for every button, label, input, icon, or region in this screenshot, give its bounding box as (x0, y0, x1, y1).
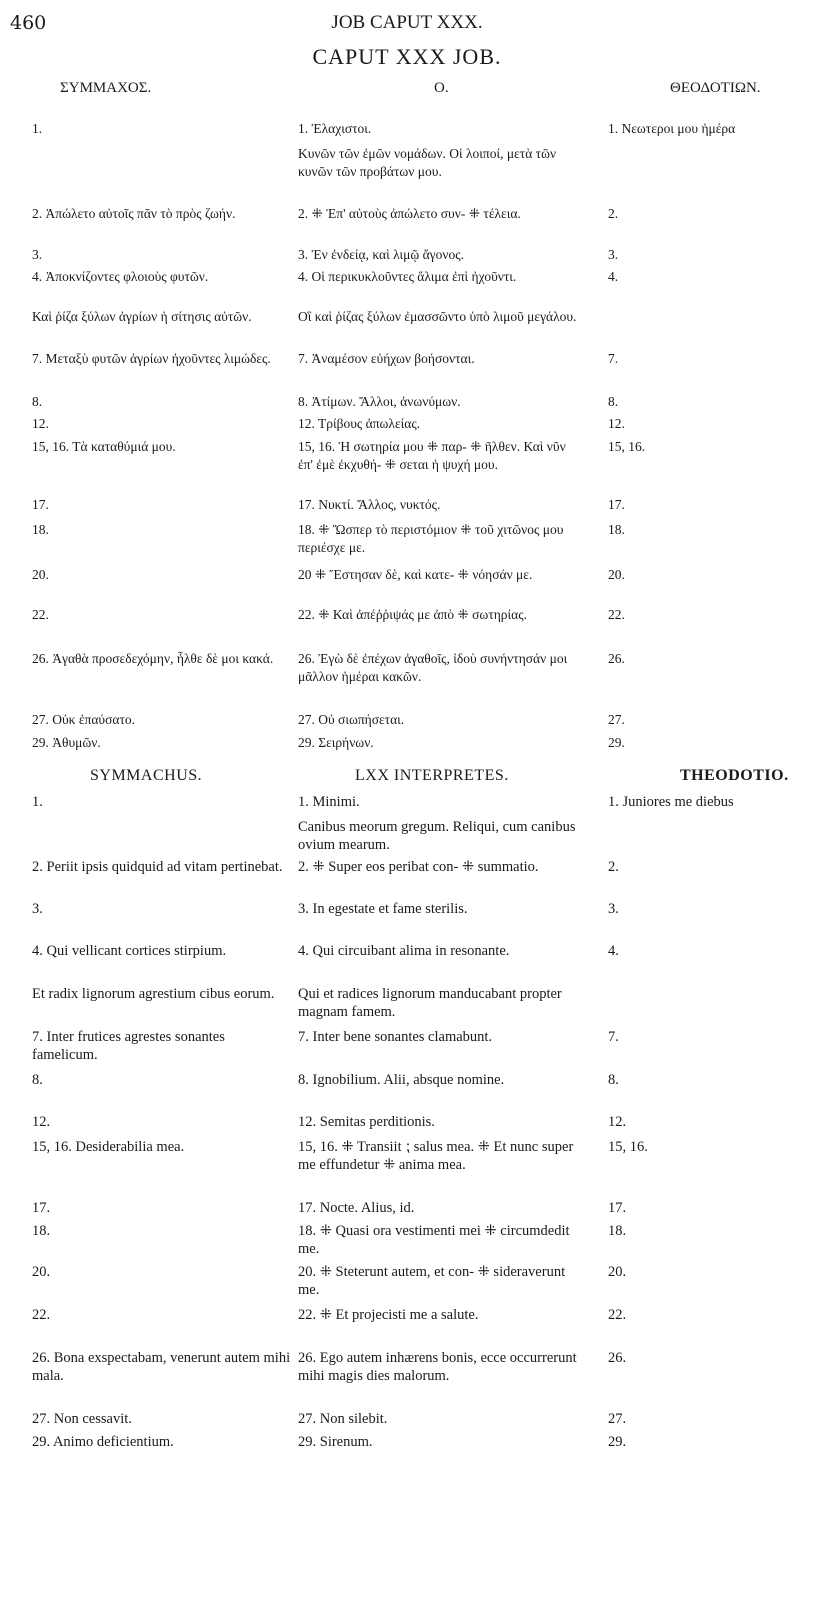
latin-lxx-entry: 17. Nocte. Alius, id. (298, 1200, 415, 1216)
latin-lxx-entry: 18. ⁜ Quasi ora vestimenti mei ⁜ circumdedit me. (298, 1223, 570, 1257)
latin-lxx-entry: 2. ⁜ Super eos peribat con- ⁜ summatio. (298, 859, 539, 875)
greek-header-theodotion: ΘΕΟΔΟΤΙΩΝ. (670, 80, 761, 96)
greek-lxx-entry: 3. Ἐν ἐνδείᾳ, καὶ λιμῷ ἄγονος. (298, 247, 464, 262)
latin-theo-entry: 1. Juniores me diebus (608, 794, 734, 810)
latin-theo-entry: 2. (608, 859, 619, 875)
greek-lxx-entry: Οἳ καὶ ῥίζας ξύλων ἐμασσῶντο ὑπὸ λιμοῦ μεγάλου. (298, 309, 577, 324)
greek-lxx-entry: 4. Οἱ περικυκλοῦντες ἅλιμα ἐπὶ ἠχοῦντι. (298, 269, 517, 284)
latin-theo-entry: 20. (608, 1264, 627, 1280)
greek-sym-entry: 26. Ἀγαθὰ προσεδεχόμην, ἦλθε δὲ μοι κακά. (32, 651, 274, 666)
greek-theo-entry: 7. (608, 351, 619, 366)
greek-theo-entry: 12. (608, 416, 625, 431)
latin-lxx-entry: 20. ⁜ Steterunt autem, et con- ⁜ sideraverunt me. (298, 1264, 566, 1298)
greek-theo-entry: 15, 16. (608, 439, 646, 454)
latin-lxx-entry: 29. Sirenum. (298, 1434, 373, 1450)
latin-theo-entry: 8. (608, 1072, 619, 1088)
greek-sym-entry: 22. (32, 607, 49, 622)
latin-sym-entry: 18. (32, 1223, 51, 1239)
greek-sym-entry: 8. (32, 394, 43, 409)
latin-theo-entry: 4. (608, 943, 619, 959)
latin-lxx-entry: 15, 16. ⁜ Transiit ⁏ salus mea. ⁜ Et nunc super me effundetur ⁜ anima mea. (298, 1139, 574, 1173)
greek-theo-entry: 27. (608, 712, 625, 727)
greek-theo-entry: 4. (608, 269, 619, 284)
greek-sym-entry: 17. (32, 497, 49, 512)
latin-sym-entry: 27. Non cessavit. (32, 1411, 132, 1427)
greek-sym-entry: 7. Μεταξὺ φυτῶν ἀγρίων ἠχοῦντες λιμώδες. (32, 351, 271, 366)
greek-theo-entry: 8. (608, 394, 619, 409)
latin-sym-entry: 29. Animo deficientium. (32, 1434, 174, 1450)
chapter-title: CAPUT XXX JOB. (312, 44, 502, 69)
latin-sym-entry: 26. Bona exspectabam, venerunt autem mihi mala. (32, 1350, 291, 1384)
latin-sym-entry: 17. (32, 1200, 51, 1216)
greek-lxx-entry: 18. ⁜ Ὥσπερ τὸ περιστόμιον ⁜ τοῦ χιτῶνος μου περιέσχε με. (298, 522, 564, 555)
latin-sym-entry: Et radix lignorum agrestium cibus eorum. (32, 986, 275, 1002)
latin-lxx-entry: Qui et radices lignorum manducabant propter magnam famem. (298, 986, 562, 1020)
greek-theo-entry: 18. (608, 522, 625, 537)
latin-lxx-entry: 27. Non silebit. (298, 1411, 388, 1427)
latin-sym-entry: 4. Qui vellicant cortices stirpium. (32, 943, 227, 959)
latin-lxx-entry: 26. Ego autem inhærens bonis, ecce occurrerunt mihi magis dies malorum. (298, 1350, 577, 1384)
latin-header-theodotion: THEODOTIO. (680, 767, 789, 784)
latin-sym-entry: 20. (32, 1264, 51, 1280)
greek-sym-entry: 20. (32, 567, 49, 582)
greek-theo-entry: 29. (608, 735, 625, 750)
greek-lxx-entry: 22. ⁜ Καὶ ἀπέῤῥιψάς με ἀπὸ ⁜ σωτηρίας. (298, 607, 527, 622)
latin-theo-entry: 17. (608, 1200, 627, 1216)
greek-sym-entry: 12. (32, 416, 49, 431)
greek-lxx-entry: 7. Ἀναμέσον εὐήχων βοήσονται. (298, 351, 475, 366)
greek-lxx-entry: 27. Οὐ σιωπήσεται. (298, 712, 405, 727)
latin-lxx-entry: 3. In egestate et fame sterilis. (298, 901, 468, 917)
latin-theo-entry: 18. (608, 1223, 627, 1239)
latin-sym-entry: 8. (32, 1072, 43, 1088)
greek-sym-entry: Καὶ ῥίζα ξύλων ἀγρίων ἡ σίτησις αὐτῶν. (32, 309, 252, 324)
latin-lxx-entry: 8. Ignobilium. Alii, absque nomine. (298, 1072, 505, 1088)
greek-lxx-entry: 2. ⁜ Ἐπ' αὐτοὺς ἀπώλετο συν- ⁜ τέλεια. (298, 206, 521, 221)
page-number: 460 (10, 12, 47, 34)
greek-sym-entry: 27. Οὐκ ἐπαύσατο. (32, 712, 136, 727)
latin-header-symmachus: SYMMACHUS. (90, 767, 203, 784)
greek-theo-entry: 26. (608, 651, 625, 666)
greek-theo-entry: 20. (608, 567, 625, 582)
greek-theo-entry: 2. (608, 206, 619, 221)
latin-theo-entry: 7. (608, 1029, 619, 1045)
greek-sym-entry: 18. (32, 522, 49, 537)
greek-sym-entry: 3. (32, 247, 43, 262)
greek-sym-entry: 29. Ἀθυμῶν. (32, 735, 101, 750)
greek-sym-entry: 15, 16. Τὰ καταθύμιά μου. (32, 439, 176, 454)
greek-header-lxx: Ο. (434, 80, 449, 96)
greek-lxx-entry: Κυνῶν τῶν ἐμῶν νομάδων. Οἱ λοιποί, μετὰ τῶν κυνῶν τῶν προβάτων μου. (298, 146, 557, 179)
latin-lxx-entry: 4. Qui circuibant alima in resonante. (298, 943, 510, 959)
latin-theo-entry: 15, 16. (608, 1139, 648, 1155)
greek-lxx-entry: 8. Ἀτίμων. Ἄλλοι, ἀνωνύμων. (298, 394, 461, 409)
greek-theo-entry: 3. (608, 247, 619, 262)
latin-theo-entry: 22. (608, 1307, 627, 1323)
latin-lxx-entry: 12. Semitas perditionis. (298, 1114, 435, 1130)
latin-theo-entry: 26. (608, 1350, 627, 1366)
greek-sym-entry: 2. Ἀπώλετο αὐτοῖς πᾶν τὸ πρὸς ζωήν. (32, 206, 236, 221)
latin-sym-entry: 12. (32, 1114, 51, 1130)
latin-lxx-entry: Canibus meorum gregum. Reliqui, cum canibus ovium mearum. (298, 819, 576, 853)
greek-sym-entry: 4. Ἀποκνίζοντες φλοιοὺς φυτῶν. (32, 269, 209, 284)
greek-theo-entry: 22. (608, 607, 625, 622)
greek-lxx-entry: 1. Ἐλαχιστοι. (298, 121, 372, 136)
latin-sym-entry: 1. (32, 794, 43, 810)
greek-lxx-entry: 17. Νυκτί. Ἄλλος, νυκτός. (298, 497, 441, 512)
greek-theo-entry: 1. Νεωτεροι μου ἡμέρα (608, 121, 736, 136)
latin-header-lxx: LXX INTERPRETES. (355, 767, 509, 784)
greek-lxx-entry: 20 ⁜ Ἔστησαν δὲ, καὶ κατε- ⁜ νόησάν με. (298, 567, 533, 582)
latin-sym-entry: 3. (32, 901, 43, 917)
latin-theo-entry: 29. (608, 1434, 627, 1450)
latin-lxx-entry: 7. Inter bene sonantes clamabunt. (298, 1029, 493, 1045)
latin-lxx-entry: 1. Minimi. (298, 794, 360, 810)
greek-header-symmachus: ΣΥΜΜΑΧΟΣ. (60, 80, 152, 96)
latin-sym-entry: 7. Inter frutices agrestes sonantes famelicum. (32, 1029, 225, 1063)
greek-lxx-entry: 26. Ἐγὼ δὲ ἐπέχων ἀγαθοῖς, ἰδοὺ συνήντησάν μοι μᾶλλον ἡμέραι κακῶν. (298, 651, 568, 684)
greek-theo-entry: 17. (608, 497, 625, 512)
greek-lxx-entry: 29. Σειρήνων. (298, 735, 374, 750)
greek-sym-entry: 1. (32, 121, 43, 136)
latin-sym-entry: 15, 16. Desiderabilia mea. (32, 1139, 185, 1155)
latin-sym-entry: 22. (32, 1307, 51, 1323)
latin-theo-entry: 12. (608, 1114, 627, 1130)
latin-lxx-entry: 22. ⁜ Et projecisti me a salute. (298, 1307, 479, 1323)
greek-lxx-entry: 15, 16. Ἡ σωτηρία μου ⁜ παρ- ⁜ ῆλθεν. Καὶ νῦν ἐπ' ἐμὲ ἐκχυθή- ⁜ σεται ἡ ψυχή μου. (298, 439, 566, 472)
running-head: JOB CAPUT XXX. (331, 12, 483, 33)
greek-lxx-entry: 12. Τρίβους ἀπωλείας. (298, 416, 421, 431)
latin-sym-entry: 2. Periit ipsis quidquid ad vitam pertinebat. (32, 859, 283, 875)
latin-theo-entry: 3. (608, 901, 619, 917)
latin-theo-entry: 27. (608, 1411, 627, 1427)
